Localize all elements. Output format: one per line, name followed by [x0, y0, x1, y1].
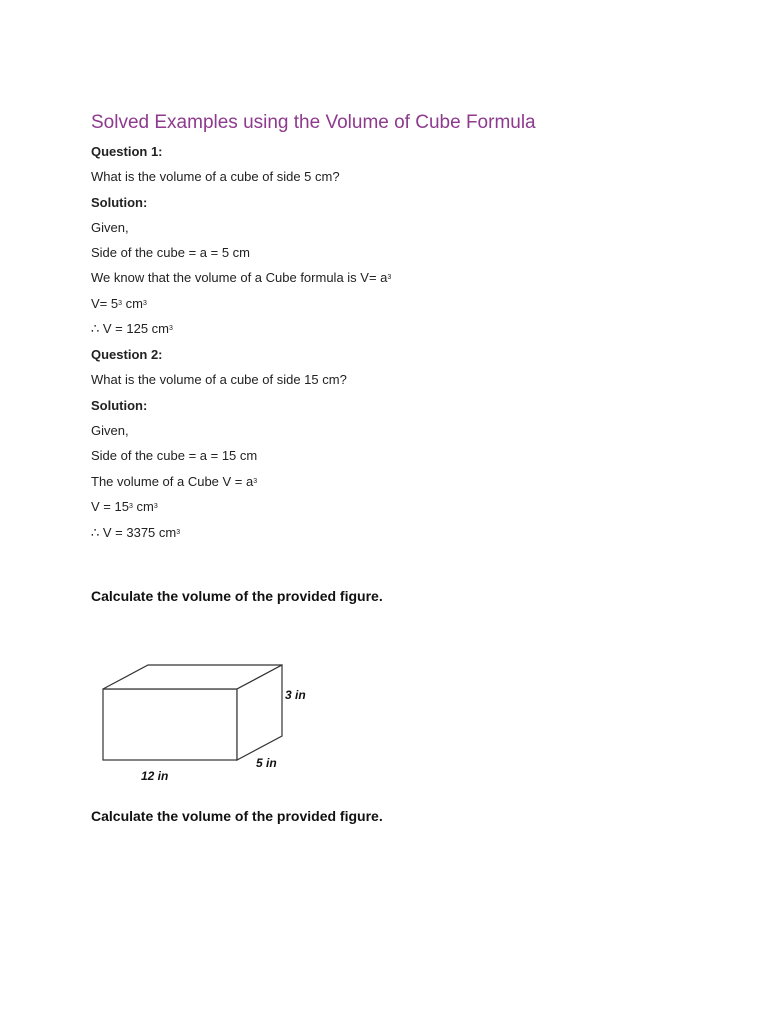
width-label: 12 in — [141, 769, 169, 783]
height-label: 3 in — [285, 688, 306, 702]
exponent: 3 — [169, 325, 173, 332]
solution-1-formula — [91, 270, 391, 286]
exponent: 3 — [142, 300, 147, 307]
front-face — [103, 689, 237, 760]
solution-2-heading: Solution: — [91, 398, 148, 413]
question-1-heading: Question 1: — [91, 144, 163, 159]
step-base: V = 15 — [91, 499, 129, 514]
result-text: ∴ V = 125 cm — [91, 321, 169, 336]
cuboid-drawing — [95, 660, 325, 790]
question-1-text: What is the volume of a cube of side 5 cm? — [91, 169, 340, 184]
solution-1-heading: Solution: — [91, 195, 148, 210]
calculate-volume-heading: Calculate the volume of the provided figure. — [91, 808, 383, 824]
solution-2-result — [91, 525, 180, 541]
formula-text: The volume of a Cube V = a — [91, 474, 254, 489]
solution-2-given: Given, — [91, 423, 129, 438]
solution-1-given: Given, — [91, 220, 129, 235]
formula-text: We know that the volume of a Cube formula is V= a — [91, 270, 388, 285]
question-2-heading: Question 2: — [91, 347, 163, 362]
page-title: Solved Examples using the Volume of Cube Formula — [91, 112, 536, 133]
step-unit: cm — [122, 296, 143, 311]
exponent: 3 — [387, 274, 392, 281]
solution-2-formula — [91, 474, 257, 490]
question-2-text: What is the volume of a cube of side 15 cm? — [91, 372, 347, 387]
step-base: V= 5 — [91, 296, 119, 311]
exponent: 3 — [128, 503, 133, 510]
exponent: 3 — [118, 300, 123, 307]
result-text: ∴ V = 3375 cm — [91, 525, 177, 540]
exponent: 3 — [153, 503, 158, 510]
exponent: 3 — [176, 529, 181, 536]
calculate-volume-heading: Calculate the volume of the provided figure. — [91, 588, 383, 604]
solution-2-side: Side of the cube = a = 15 cm — [91, 448, 258, 463]
solution-1-result — [91, 321, 173, 337]
exponent: 3 — [253, 478, 258, 485]
depth-label: 5 in — [256, 756, 277, 770]
solution-1-side: Side of the cube = a = 5 cm — [91, 245, 250, 260]
solution-1-step — [91, 296, 147, 312]
cuboid-figure — [95, 660, 325, 790]
step-unit: cm — [132, 499, 154, 514]
solution-2-step — [91, 499, 158, 515]
